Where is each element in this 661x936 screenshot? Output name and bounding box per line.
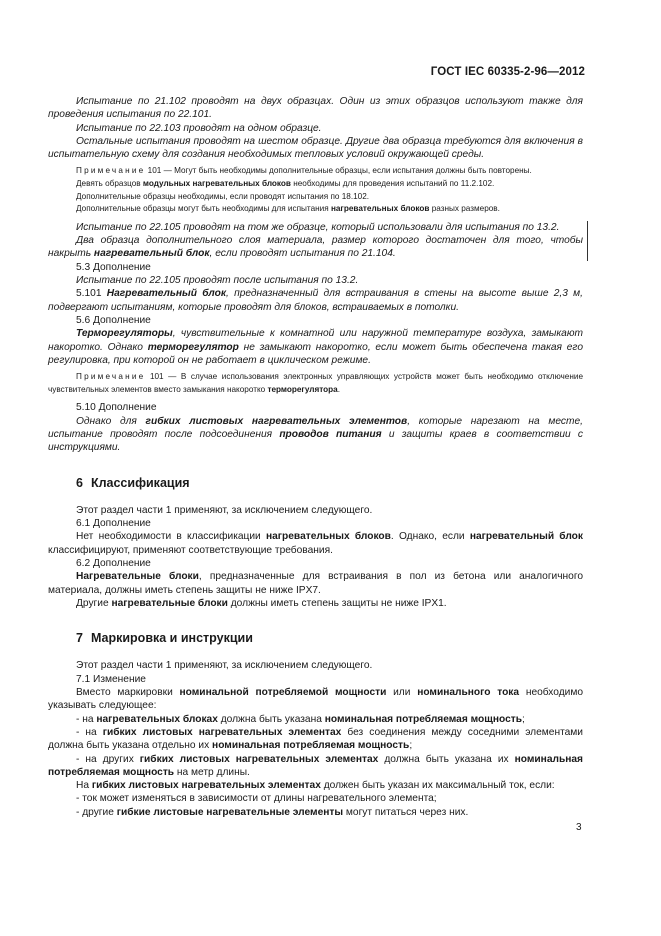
amended-block <box>48 221 583 261</box>
list-item-3: - на других гибких листовых нагревательных элементах должна быть указана их номинальная потребляемая мощность на метр длины. <box>48 753 583 778</box>
clause-5-101: 5.101 Нагревательный блок, предназначенный для встраивания в стены на высоте выше 2,3 м, подвергают испытаниям, которые проводят для блоков, встраиваемых в потолки. <box>48 288 583 313</box>
amend-paragraph-1: Испытание по 22.105 проводят на том же образце, который использовали для испытания по 13.2. <box>76 221 560 233</box>
section-7-intro: Этот раздел части 1 применяют, за исключением следующего. <box>76 660 373 672</box>
clause-6-2-text: Нагревательные блоки, предназначенные для встраивания в пол из бетона или аналогичного материала, должны иметь степень защиты не ниже IPX7. <box>48 571 583 596</box>
intro-paragraph-2: Испытание по 22.103 проводят на одном образце. <box>76 122 322 134</box>
section-6-heading: 6 Классификация <box>76 475 190 490</box>
note-label: Примечание <box>76 166 146 176</box>
clause-6-1-text: Нет необходимости в классификации нагревательных блоков. Однако, если нагревательный блок классифицируют, применяют соответствующие требования. <box>48 531 583 556</box>
intro-paragraph-1: Испытание по 21.102 проводят на двух образцах. Один из этих образцов используют также для проведения испытания по 22.101. <box>48 96 583 121</box>
note-line-4: Дополнительные образцы могут быть необходимы для испытания нагревательных блоков разных размеров. <box>76 204 500 214</box>
clause-6-2-text-2: Другие нагревательные блоки должны иметь степень защиты не ниже IPX1. <box>76 597 447 609</box>
note-line-2: Девять образцов модульных нагревательных блоков необходимы для проведения испытаний по 11.2.102. <box>76 179 495 189</box>
list-item-2: - на гибких листовых нагревательных элементах без соединения между соседними элементами должна быть указана отдельно их номинальная потребляемая мощность; <box>48 726 583 752</box>
intro-paragraph-3: Остальные испытания проводят на шестом образце. Другие два образца требуются для включения в испытательную схему для создания необходимых тепловых условий окружающей среды. <box>48 135 583 161</box>
standard-header: ГОСТ IEC 60335-2-96—2012 <box>430 66 585 78</box>
amend-paragraph-2: Два образца дополнительного слоя материала, размер которого достаточен для того, чтобы накрыть нагревательный блок, если проводят испытания по 21.104. <box>48 235 583 260</box>
clause-6-1-heading: 6.1 Дополнение <box>76 518 151 530</box>
clause-5-10-text: Однако для гибких листовых нагревательных элементов, которые нарезают на месте, испытание проводят после подсоединения проводов питания и защиты краев в соответствии с инструкциями. <box>48 415 583 454</box>
page-content <box>48 95 583 819</box>
change-bar <box>587 221 588 261</box>
section-7-heading: 7 Маркировка и инструкции <box>76 631 253 646</box>
clause-7-1-text: Вместо маркировки номинальной потребляемой мощности или номинального тока необходимо указывать следующее: <box>48 687 583 712</box>
clause-5-3-text: Испытание по 22.105 проводят после испытания по 13.2. <box>76 275 359 287</box>
note-line-3: Дополнительные образцы необходимы, если проводят испытания по 18.102. <box>76 191 370 201</box>
list-item-4: - ток может изменяться в зависимости от длины нагревательного элемента; <box>76 793 437 805</box>
section-6-intro: Этот раздел части 1 применяют, за исключением следующего. <box>76 504 373 516</box>
page-number: 3 <box>576 822 582 833</box>
note-101-electronic: Примечание 101 — В случае использования электронных управляющих устройств может быть необходимо отключение чувствительных элементов вместо замыкания накоротко терморегулятора. <box>48 372 583 394</box>
list-item-1: - на нагревательных блоках должна быть указана номинальная потребляемая мощность; <box>76 713 525 725</box>
clause-5-6-heading: 5.6 Дополнение <box>76 314 151 326</box>
clause-6-2-heading: 6.2 Дополнение <box>76 557 151 569</box>
list-item-5: - другие гибкие листовые нагревательные элементы могут питаться через них. <box>76 806 469 818</box>
clause-5-10-heading: 5.10 Дополнение <box>76 402 157 414</box>
clause-7-1-current: На гибких листовых нагревательных элементах должен быть указан их максимальный ток, если: <box>76 780 555 792</box>
note-line-1: Примечание 101 — Могут быть необходимы дополнительные образцы, если испытания должны быть повторены. <box>76 166 532 176</box>
clause-5-3-heading: 5.3 Дополнение <box>76 261 151 273</box>
note-101-samples <box>48 165 583 215</box>
clause-7-1-heading: 7.1 Изменение <box>76 673 146 685</box>
clause-5-6-text: Терморегуляторы, чувствительные к комнатной или наружной температуре воздуха, замыкают накоротко. Однако терморегулятор не замыкают накоротко, если может быть обеспечена такая его регулировка, при которой он не работает в циклическом режиме. <box>48 328 583 366</box>
